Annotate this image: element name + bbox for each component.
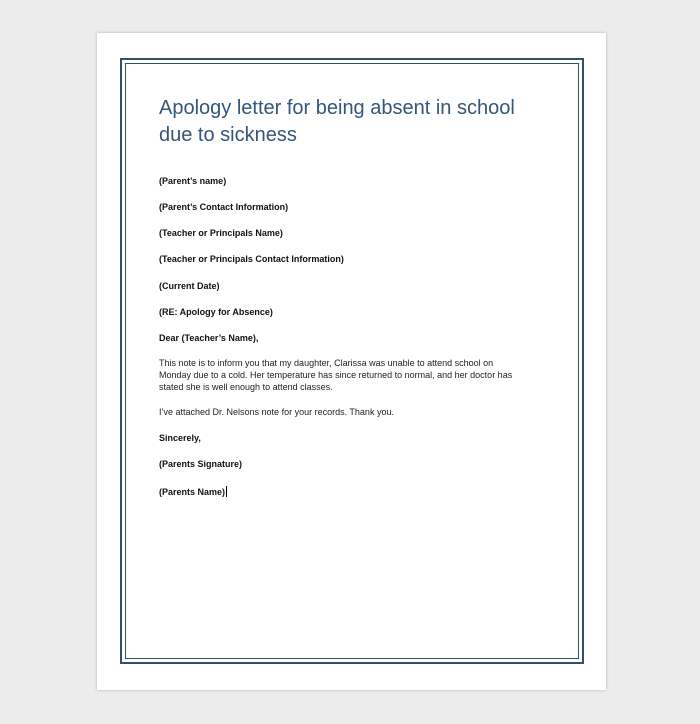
parent-name: (Parent’s name) bbox=[159, 176, 227, 186]
letter-title-line1: Apology letter for being absent in school bbox=[159, 97, 515, 119]
re-line: (RE: Apology for Absence) bbox=[159, 307, 273, 317]
teacher-contact: (Teacher or Principals Contact Information) bbox=[159, 254, 344, 264]
signature: (Parents Signature) bbox=[159, 459, 243, 469]
text-cursor bbox=[226, 486, 227, 497]
current-date: (Current Date) bbox=[159, 281, 220, 291]
salutation: Dear (Teacher’s Name), bbox=[159, 333, 259, 343]
teacher-name: (Teacher or Principals Name) bbox=[159, 228, 283, 238]
document-page bbox=[97, 33, 606, 690]
signer-name: (Parents Name) bbox=[159, 487, 226, 497]
body-paragraph: This note is to inform you that my daughter, Clarissa was unable to attend school on Monday due to a cold. Her temperature has since returned to normal, and her doctor has stated she is well enough to attend classes. bbox=[159, 358, 513, 392]
letter-content bbox=[159, 95, 539, 497]
attachment-note: I’ve attached Dr. Nelsons note for your records. Thank you. bbox=[159, 407, 394, 417]
signer-name-line bbox=[159, 486, 227, 497]
parent-contact: (Parent’s Contact Information) bbox=[159, 202, 289, 212]
closing: Sincerely, bbox=[159, 433, 201, 443]
letter-title bbox=[159, 95, 539, 149]
letter-title-line2: due to sickness bbox=[159, 124, 297, 146]
